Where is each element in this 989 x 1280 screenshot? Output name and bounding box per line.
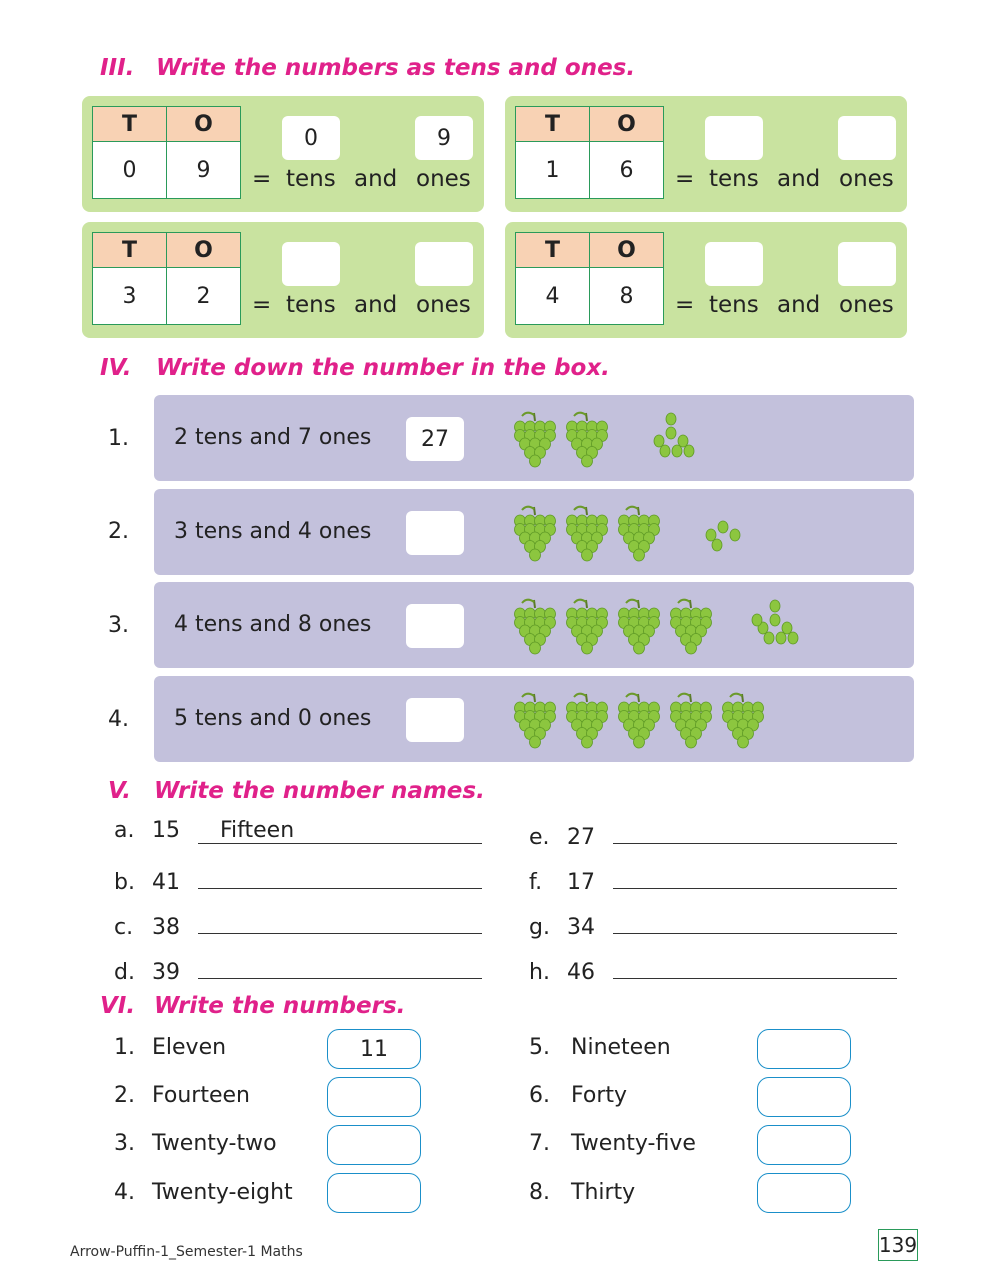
number-word: Twenty-five <box>571 1131 696 1156</box>
grapes-illustration <box>509 594 869 658</box>
grape-counting-row <box>154 676 914 762</box>
grapes-illustration <box>509 407 869 471</box>
number-word: Thirty <box>571 1180 636 1205</box>
item-number: 46 <box>567 960 595 985</box>
number-name-item <box>529 863 897 895</box>
tens-digit: 1 <box>516 142 590 199</box>
ones-digit: 6 <box>590 142 664 199</box>
tens-header: T <box>516 107 590 142</box>
section-6-title: Write the numbers. <box>154 993 406 1019</box>
ones-word: ones <box>416 292 471 318</box>
tens-answer-box[interactable]: 0 <box>282 116 340 160</box>
item-letter: d. <box>114 960 135 985</box>
ones-word: ones <box>416 166 471 192</box>
number-word-item <box>114 1083 250 1108</box>
ones-word: ones <box>839 166 894 192</box>
equals-sign: = <box>252 292 272 318</box>
tens-header: T <box>93 233 167 268</box>
and-word: and <box>354 292 398 318</box>
ones-header: O <box>167 107 241 142</box>
tens-ones-description: 4 tens and 8 ones <box>174 612 372 637</box>
section-3-title: Write the numbers as tens and ones. <box>156 55 636 81</box>
place-value-table <box>515 232 664 325</box>
page-number: 139 <box>878 1229 918 1261</box>
number-name-answer-line[interactable] <box>613 818 897 844</box>
tens-word: tens <box>709 166 759 192</box>
item-letter: a. <box>114 818 135 843</box>
number-answer-box[interactable] <box>757 1173 851 1213</box>
tens-ones-card-2 <box>505 96 907 212</box>
tens-header: T <box>516 233 590 268</box>
grape-counting-row <box>154 395 914 481</box>
number-name-item <box>529 953 897 985</box>
section-6-number: VI. <box>100 993 136 1019</box>
and-word: and <box>777 292 821 318</box>
number-word-item <box>114 1180 293 1205</box>
section-6-heading <box>100 993 405 1019</box>
item-letter: c. <box>114 915 134 940</box>
ones-header: O <box>590 233 664 268</box>
number-word: Nineteen <box>571 1035 671 1060</box>
number-answer-box[interactable] <box>406 511 464 555</box>
number-answer-box[interactable] <box>327 1173 421 1213</box>
loose-grapes-icon <box>654 413 694 457</box>
section-5-title: Write the number names. <box>154 778 485 804</box>
equals-sign: = <box>252 166 272 192</box>
grape-bunch-icon <box>619 507 660 561</box>
and-word: and <box>354 166 398 192</box>
item-index: 2. <box>114 1083 135 1108</box>
grape-bunch-icon <box>671 694 712 748</box>
item-number: 38 <box>152 915 180 940</box>
ones-answer-box[interactable] <box>838 116 896 160</box>
item-number: 1. <box>108 426 129 451</box>
grape-bunch-icon <box>515 600 556 654</box>
tens-and-ones-text <box>252 166 471 192</box>
section-3-number: III. <box>100 55 135 81</box>
number-word-item <box>114 1035 226 1060</box>
tens-and-ones-text <box>252 292 471 318</box>
item-number: 41 <box>152 870 180 895</box>
number-word-item <box>529 1035 671 1060</box>
tens-answer-box[interactable] <box>282 242 340 286</box>
item-number: 27 <box>567 825 595 850</box>
grape-bunch-icon <box>515 413 556 467</box>
number-name-item <box>529 818 897 850</box>
ones-header: O <box>590 107 664 142</box>
grapes-illustration <box>509 501 869 565</box>
ones-header: O <box>167 233 241 268</box>
item-letter: f. <box>529 870 543 895</box>
tens-answer-box[interactable] <box>705 116 763 160</box>
number-name-answer-line[interactable] <box>613 953 897 979</box>
item-number: 39 <box>152 960 180 985</box>
item-index: 3. <box>114 1131 135 1156</box>
number-word: Fourteen <box>152 1083 250 1108</box>
number-name-answer-line[interactable]: Fifteen <box>198 818 482 844</box>
tens-header: T <box>93 107 167 142</box>
loose-grapes-icon <box>706 521 740 551</box>
grape-counting-row <box>154 489 914 575</box>
number-word-item <box>529 1131 696 1156</box>
item-number: 15 <box>152 818 180 843</box>
section-3-heading <box>100 55 635 81</box>
number-word: Twenty-two <box>152 1131 277 1156</box>
number-name-answer-line[interactable] <box>613 908 897 934</box>
tens-ones-card-3 <box>82 222 484 338</box>
tens-and-ones-text <box>675 292 894 318</box>
number-word-item <box>529 1180 635 1205</box>
number-name-item <box>114 863 482 895</box>
tens-ones-description: 2 tens and 7 ones <box>174 425 372 450</box>
number-answer-box[interactable] <box>406 604 464 648</box>
grapes-illustration <box>509 688 869 752</box>
number-answer-box[interactable]: 27 <box>406 417 464 461</box>
tens-digit: 4 <box>516 268 590 325</box>
number-name-answer-line[interactable] <box>198 863 482 889</box>
item-number: 34 <box>567 915 595 940</box>
number-word: Forty <box>571 1083 628 1108</box>
item-letter: h. <box>529 960 550 985</box>
number-answer-box[interactable] <box>327 1077 421 1117</box>
item-index: 4. <box>114 1180 135 1205</box>
tens-ones-description: 3 tens and 4 ones <box>174 519 372 544</box>
ones-digit: 2 <box>167 268 241 325</box>
number-word: Twenty-eight <box>152 1180 293 1205</box>
tens-and-ones-text <box>675 166 894 192</box>
grape-bunch-icon <box>567 507 608 561</box>
item-number: 4. <box>108 707 129 732</box>
place-value-table <box>92 232 241 325</box>
item-index: 6. <box>529 1083 550 1108</box>
equals-sign: = <box>675 166 695 192</box>
ones-answer-box[interactable] <box>838 242 896 286</box>
ones-word: ones <box>839 292 894 318</box>
number-answer-box[interactable] <box>406 698 464 742</box>
grape-bunch-icon <box>619 600 660 654</box>
ones-answer-box[interactable] <box>415 242 473 286</box>
number-name-item <box>114 818 482 844</box>
grape-bunch-icon <box>515 694 556 748</box>
grape-bunch-icon <box>515 507 556 561</box>
book-footer: Arrow-Puffin-1_Semester-1 Maths <box>70 1244 303 1260</box>
section-5-heading <box>108 778 485 804</box>
number-name-answer-line[interactable] <box>613 863 897 889</box>
grape-counting-row <box>154 582 914 668</box>
tens-digit: 3 <box>93 268 167 325</box>
section-4-heading <box>100 355 610 381</box>
and-word: and <box>777 166 821 192</box>
number-name-answer-line[interactable] <box>198 908 482 934</box>
item-letter: e. <box>529 825 550 850</box>
number-answer-box[interactable] <box>757 1029 851 1069</box>
equals-sign: = <box>675 292 695 318</box>
number-answer-box[interactable]: 11 <box>327 1029 421 1069</box>
item-letter: g. <box>529 915 550 940</box>
item-index: 1. <box>114 1035 135 1060</box>
tens-digit: 0 <box>93 142 167 199</box>
tens-ones-description: 5 tens and 0 ones <box>174 706 372 731</box>
grape-bunch-icon <box>619 694 660 748</box>
tens-ones-card-1 <box>82 96 484 212</box>
item-index: 5. <box>529 1035 550 1060</box>
number-answer-box[interactable] <box>757 1125 851 1165</box>
loose-grapes-icon <box>752 600 798 644</box>
number-answer-box[interactable] <box>327 1125 421 1165</box>
place-value-table <box>92 106 241 199</box>
item-letter: b. <box>114 870 135 895</box>
number-name-answer-line[interactable] <box>198 953 482 979</box>
item-index: 8. <box>529 1180 550 1205</box>
tens-ones-card-4 <box>505 222 907 338</box>
tens-word: tens <box>286 166 336 192</box>
place-value-table <box>515 106 664 199</box>
grape-bunch-icon <box>723 694 764 748</box>
number-word: Eleven <box>152 1035 227 1060</box>
number-name-item <box>114 908 482 940</box>
item-index: 7. <box>529 1131 550 1156</box>
grape-bunch-icon <box>567 413 608 467</box>
ones-digit: 9 <box>167 142 241 199</box>
number-word-item <box>529 1083 627 1108</box>
grape-bunch-icon <box>567 694 608 748</box>
number-name-item <box>529 908 897 940</box>
ones-answer-box[interactable]: 9 <box>415 116 473 160</box>
section-5-number: V. <box>108 778 131 804</box>
section-4-number: IV. <box>100 355 132 381</box>
item-number: 3. <box>108 613 129 638</box>
grape-bunch-icon <box>567 600 608 654</box>
item-number: 17 <box>567 870 595 895</box>
grape-bunch-icon <box>671 600 712 654</box>
section-4-title: Write down the number in the box. <box>156 355 610 381</box>
number-answer-box[interactable] <box>757 1077 851 1117</box>
tens-word: tens <box>286 292 336 318</box>
tens-answer-box[interactable] <box>705 242 763 286</box>
number-word-item <box>114 1131 277 1156</box>
ones-digit: 8 <box>590 268 664 325</box>
item-number: 2. <box>108 519 129 544</box>
number-name-item <box>114 953 482 985</box>
tens-word: tens <box>709 292 759 318</box>
